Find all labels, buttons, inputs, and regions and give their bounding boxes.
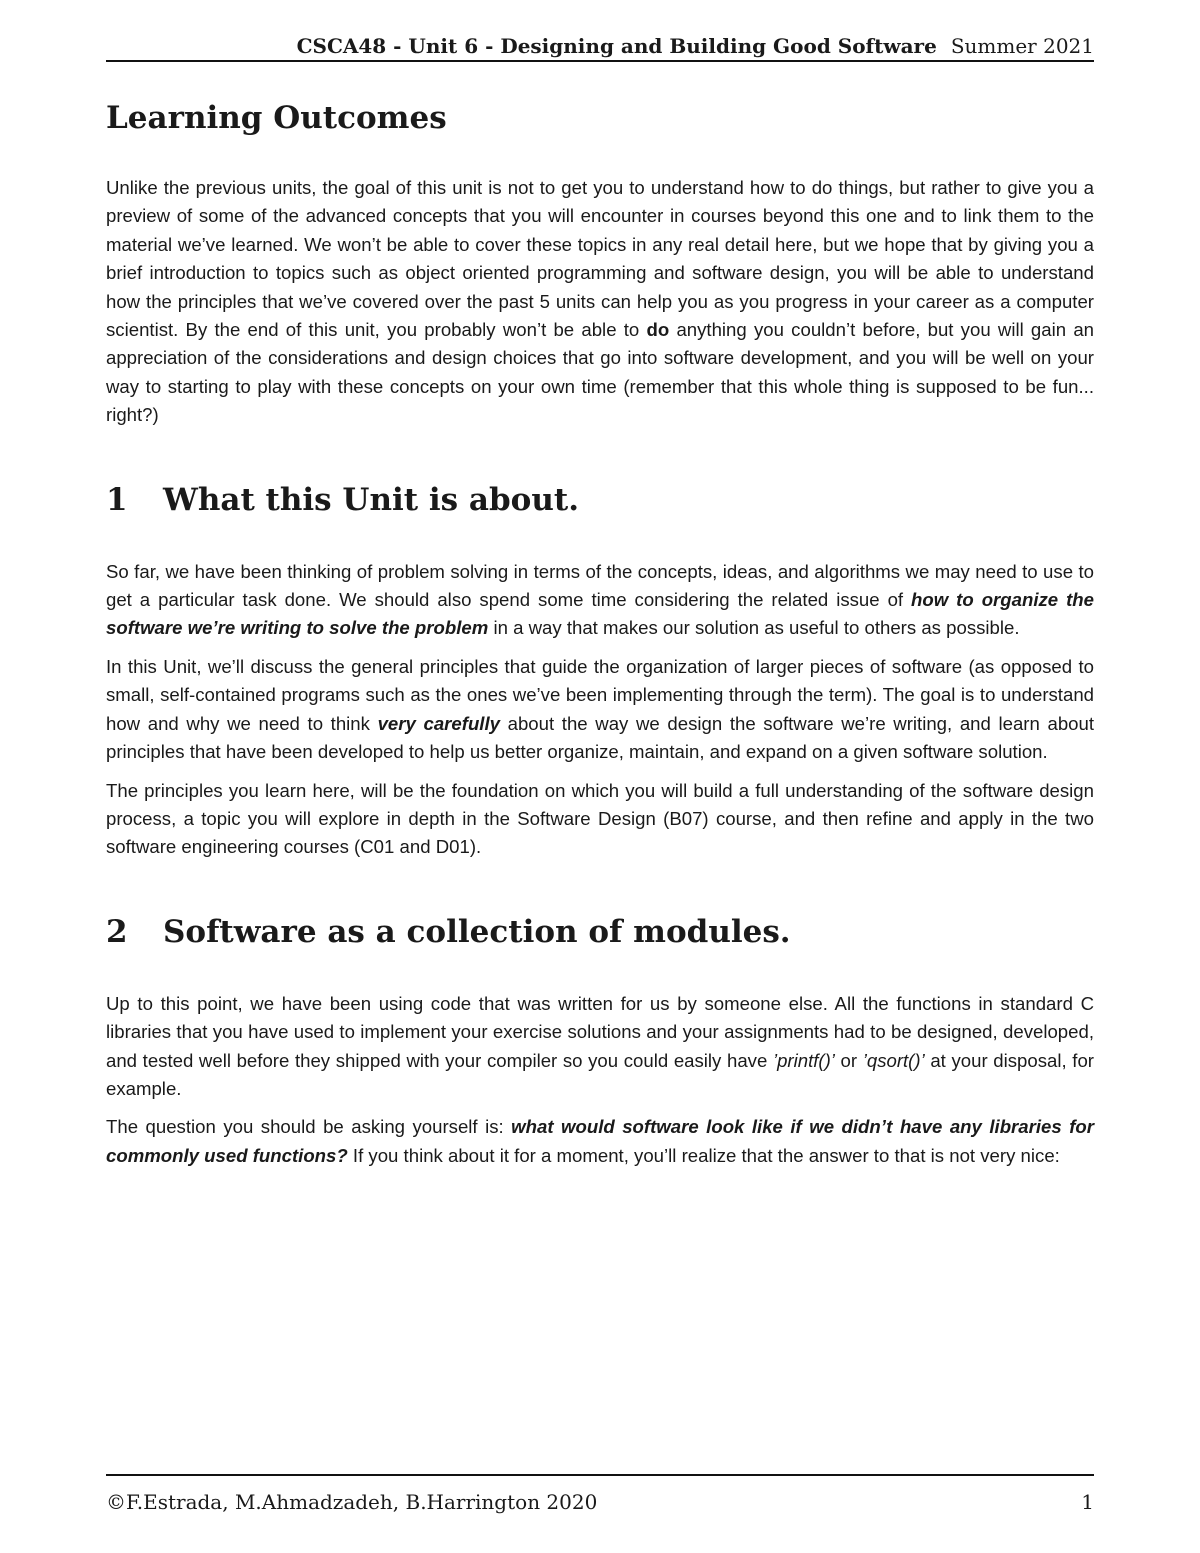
section-1-number: 1 <box>106 481 128 518</box>
section-1-heading <box>106 480 1094 520</box>
s2p1-text-a: Up to this point, we have been using code that was written for us by someone else. All the functions in standard C libraries that you have used to implement your exercise solutions and your assignments had to be designed, developed, and tested well before they shipped with your compiler so you could easily have <box>106 992 1094 1071</box>
s2p2-text-b: If you think about it for a moment, you’ll realize that the answer to that is not very nice: <box>347 1144 1060 1166</box>
section-2-paragraph-2 <box>106 1113 1094 1170</box>
learning-outcomes-heading: Learning Outcomes <box>106 100 447 136</box>
section-1-paragraph-2 <box>106 653 1094 767</box>
page-footer <box>106 1474 1094 1514</box>
s2p2-emphasis: what would software look like if we didn’t have any libraries for commonly used functions? <box>106 1116 1094 1166</box>
copyright-authors: ©F.Estrada, M.Ahmadzadeh, B.Harrington 2020 <box>106 1490 598 1514</box>
course-title: CSCA48 - Unit 6 - Designing and Building Good Software <box>296 34 937 58</box>
section-2-heading <box>106 912 1094 952</box>
s1p1-emphasis: how to organize the software we’re writing to solve the problem <box>106 589 1094 639</box>
page-content <box>106 98 1094 1180</box>
section-2-paragraph-1 <box>106 990 1094 1104</box>
section-1-paragraph-1 <box>106 558 1094 643</box>
section-2-title: Software as a collection of modules. <box>163 913 791 950</box>
s1p2-text-a: In this Unit, we’ll discuss the general principles that guide the organization of larger pieces of software (as opposed to small, self-contained programs such as the ones we’ve been implementing through the term). The goal is to understand how and why we need to think <box>106 655 1094 734</box>
term-label: Summer 2021 <box>950 34 1094 58</box>
qsort-reference: ’qsort()’ <box>862 1049 925 1071</box>
outcomes-text-a: Unlike the previous units, the goal of this unit is not to get you to understand how to do things, but rather to give you a preview of some of the advanced concepts that you will encounter in courses beyond this one and to link them to the material we’ve learned. We won’t be able to cover these topics in any real detail here, but we hope that by giving you a brief introduction to topics such as object oriented programming and software design, you will be able to understand how the principles that we’ve covered over the past 5 units can help you as you progress in your career as a computer scientist. By the end of this unit, you probably won’t be able to <box>106 177 1094 341</box>
s1p2-text-b: about the way we design the software we’re writing, and learn about principles that have been developed to help us better organize, maintain, and expand on a given software solution. <box>106 712 1095 763</box>
s1p1-text-b: in a way that makes our solution as useful to others as possible. <box>488 617 1020 639</box>
section-2-number: 2 <box>106 913 128 950</box>
s1p2-emphasis: very carefully <box>377 712 500 734</box>
section-1-title: What this Unit is about. <box>163 481 580 518</box>
s2p2-text-a: The question you should be asking yourself is: <box>106 1116 512 1138</box>
outcomes-bold-do: do <box>646 319 670 341</box>
s2p1-text-b: at your disposal, for example. <box>106 1049 1094 1099</box>
outcomes-text-b: anything you couldn’t before, but you will gain an appreciation of the considerations and design choices that go into software development, and you will be well on your way to starting to play with these concepts on your own time (remember that this whole thing is supposed to be fun... right?) <box>106 319 1094 426</box>
section-1-paragraph-3: The principles you learn here, will be the foundation on which you will build a full understanding of the software design process, a topic you will explore in depth in the Software Design (B07) course, and then refine and apply in the two software engineering courses (C01 and D01). <box>106 779 1094 858</box>
page-header <box>106 30 1094 62</box>
s2p1-text-mid: or <box>834 1049 863 1071</box>
page-number: 1 <box>1081 1490 1094 1514</box>
s1p1-text-a: So far, we have been thinking of problem solving in terms of the concepts, ideas, and algorithms we may need to use to get a particular task done. We should also spend some time considering the related issue of <box>106 560 1094 611</box>
outcomes-paragraph <box>106 174 1094 430</box>
printf-reference: ’printf()’ <box>772 1049 835 1071</box>
